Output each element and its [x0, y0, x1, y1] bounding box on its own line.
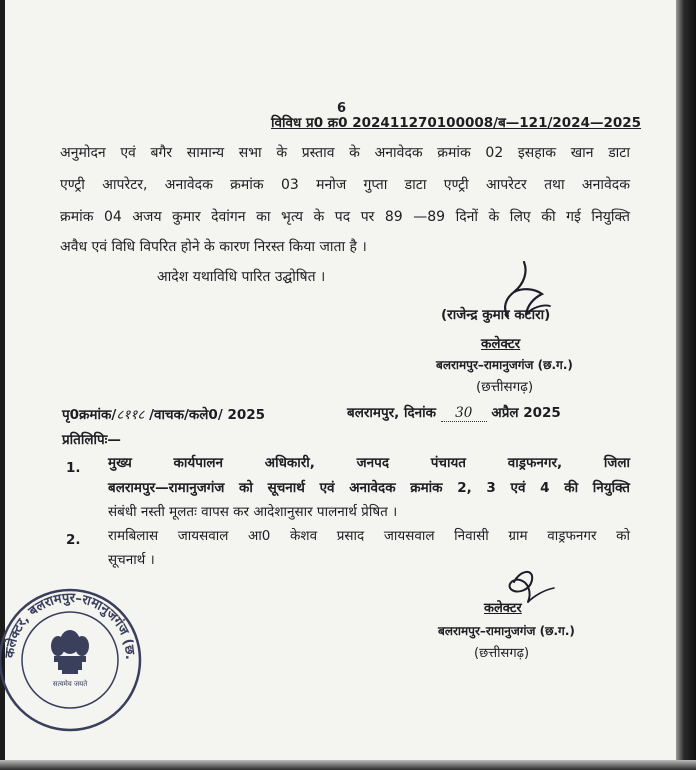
copy-item-line: मुख्य कार्यपालन अधिकारी, जनपद पंचायत वाड्रफनगर, जिला — [108, 455, 630, 471]
photo-edge-bottom — [0, 760, 696, 770]
handwritten-day: 30 — [441, 407, 487, 422]
copy-item-line: संबंधी नस्ती मूलतः वापस कर आदेशानुसार पालनार्थ प्रेषित । — [108, 504, 398, 520]
copy-item-number: 1. — [66, 460, 81, 476]
official-seal — [0, 572, 142, 737]
copy-item-number: 2. — [66, 532, 81, 548]
copy-item-line: रामबिलास जायसवाल आ0 केशव प्रसाद जायसवाल निवासी ग्राम वाड्रफनगर को — [108, 528, 630, 544]
order-declaration: आदेश यथाविधि पारित उद्घोषित । — [157, 269, 326, 285]
body-line: अनुमोदन एवं बगैर सामान्य सभा के प्रस्ताव के अनावेदक क्रमांक 02 इसहाक खान डाटा — [60, 145, 630, 161]
signatory-office: बलरामपुर–रामानुजगंज (छ.ग.) — [436, 358, 573, 372]
signatory-state: (छत्तीसगढ़) — [474, 646, 530, 661]
photo-edge-right — [676, 0, 696, 770]
page-number: 6 — [337, 101, 347, 116]
handwritten-number: ८११८ — [116, 407, 145, 423]
signatory-title: कलेक्टर — [484, 601, 522, 616]
body-line: क्रमांक 04 अजय कुमार देवांगन का भृत्य के पद पर 89 —89 दिनों के लिए की गई नियुक्ति — [60, 209, 630, 225]
seal-ring-text: कलेक्टर, बलरामपुर–रामानुजगंज (छ. — [2, 590, 138, 660]
body-line: अवैध एवं विधि विपरित होने के कारण निरस्त किया जाता है । — [60, 239, 367, 255]
copy-item-line: बलरामपुर—रामानुजगंज को सूचनार्थ एवं अनावेदक क्रमांक 2, 3 एवं 4 की नियुक्ति — [108, 480, 630, 496]
case-reference: विविध प्र0 क्र0 202411270100008/ब—121/2024—2025 — [271, 115, 642, 131]
copy-to-label: प्रतिलिपिः— — [62, 432, 121, 448]
state-emblem-icon — [51, 630, 89, 674]
body-line: एण्ट्री आपरेटर, अनावेदक क्रमांक 03 मनोज गुप्ता डाटा एण्ट्री आपरेटर तथा अनावेदक — [60, 177, 630, 193]
signatory-office: बलरामपुर–रामानुजगंज (छ.ग.) — [438, 624, 575, 638]
copy-item-line: सूचनार्थ । — [108, 552, 155, 568]
seal-motto: सत्यमेव जयते — [52, 680, 88, 688]
endorsement-number: पृ0क्रमांक/८११८ /वाचक/कले0/ 2025 — [62, 407, 266, 423]
endorsement-date: बलरामपुर, दिनांक 30 अप्रैल 2025 — [347, 405, 561, 421]
signatory-name: (राजेन्द्र कुमार कटारा) — [441, 307, 551, 323]
signatory-title: कलेक्टर — [481, 336, 521, 352]
signatory-state: (छत्तीसगढ़) — [476, 379, 534, 395]
